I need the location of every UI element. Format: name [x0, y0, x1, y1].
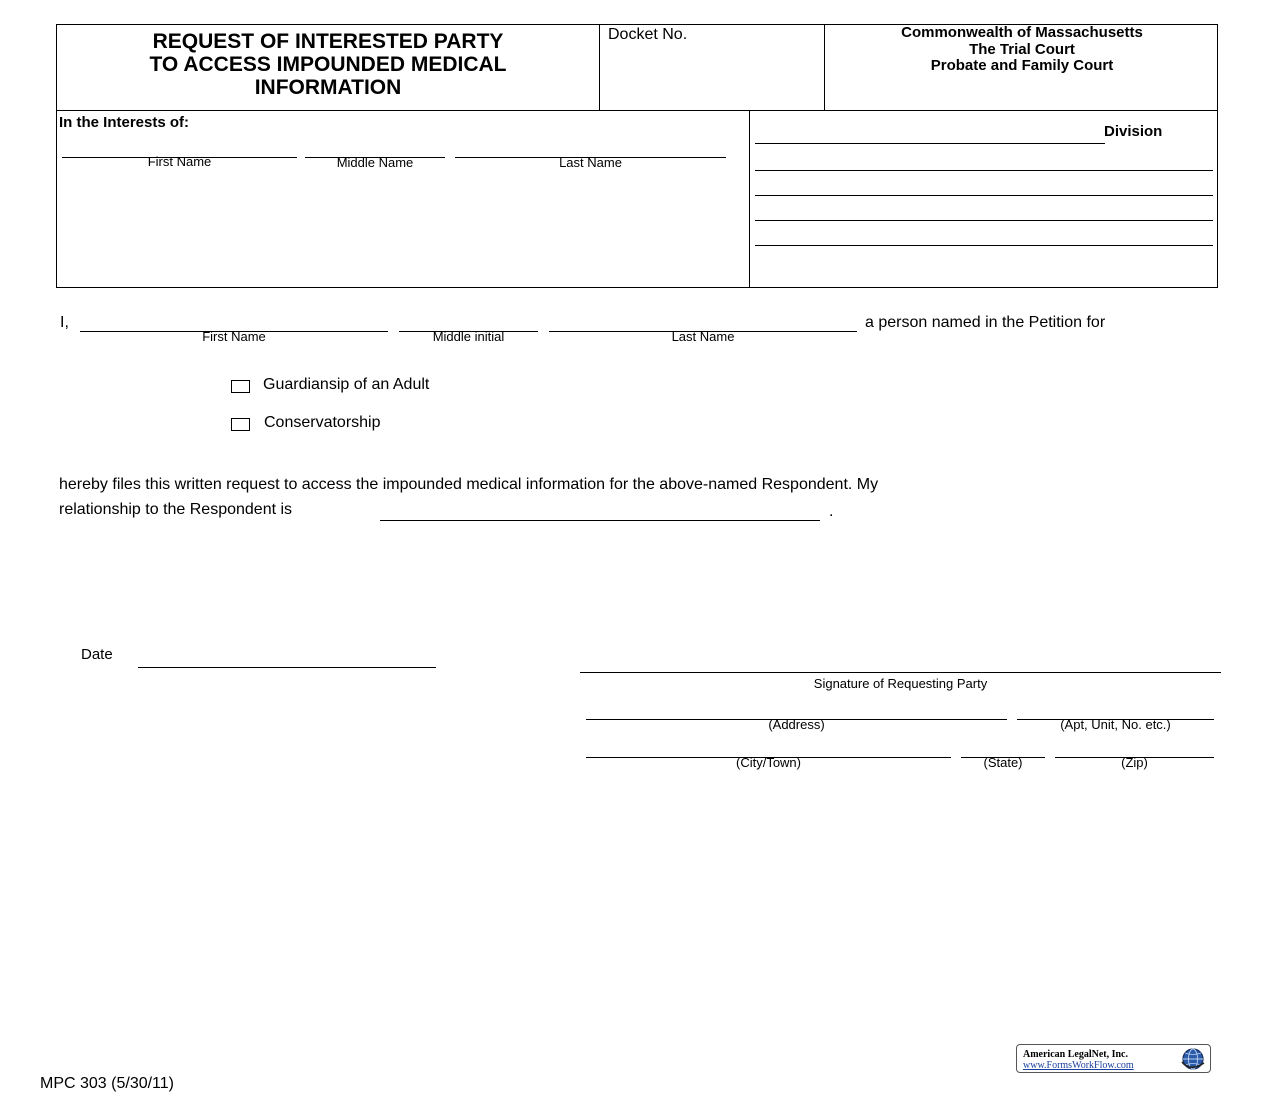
request-statement: hereby files this written request to access the impounded medical information for the above-named Respondent. My	[59, 476, 879, 493]
division-field[interactable]	[755, 143, 1105, 144]
header-divider	[824, 24, 825, 111]
relationship-text: relationship to the Respondent is	[59, 501, 293, 518]
petitioner-last-name-label: Last Name	[671, 329, 735, 344]
court-name-line: The Trial Court	[969, 40, 1075, 58]
form-title	[56, 30, 600, 99]
logo-url-link[interactable]: www.FormsWorkFlow.com	[1023, 1060, 1134, 1071]
address-label: (Address)	[768, 717, 825, 732]
interests-box	[56, 110, 1218, 288]
division-label: Division	[1104, 123, 1163, 140]
date-field[interactable]	[138, 667, 436, 668]
docket-label: Docket No.	[608, 26, 688, 43]
apt-label: (Apt, Unit, No. etc.)	[1060, 717, 1171, 732]
division-address-line[interactable]	[755, 170, 1213, 171]
petitioner-middle-initial-label: Middle initial	[432, 329, 505, 344]
docket-number-field[interactable]	[610, 48, 818, 104]
signature-field[interactable]	[580, 672, 1221, 673]
court-name	[826, 25, 1218, 75]
state-label: (State)	[983, 755, 1023, 770]
respondent-first-name-label: First Name	[147, 154, 212, 169]
form-id: MPC 303 (5/30/11)	[40, 1075, 174, 1092]
header-divider	[599, 24, 600, 111]
conservatorship-checkbox[interactable]	[231, 418, 250, 431]
relationship-field[interactable]	[380, 520, 820, 521]
relationship-period: .	[829, 503, 834, 520]
logo-company-name: American LegalNet, Inc.	[1023, 1049, 1128, 1060]
division-address-line[interactable]	[755, 195, 1213, 196]
guardianship-checkbox[interactable]	[231, 380, 250, 393]
petitioner-first-name-label: First Name	[202, 329, 266, 344]
city-label: (City/Town)	[735, 755, 801, 770]
conservatorship-label: Conservatorship	[264, 414, 381, 431]
respondent-last-name-label: Last Name	[559, 155, 622, 170]
court-name-line: Commonwealth of Massachusetts	[901, 24, 1143, 41]
interests-heading: In the Interests of:	[59, 114, 190, 131]
court-name-line: Probate and Family Court	[930, 57, 1114, 74]
zip-label: (Zip)	[1121, 755, 1148, 770]
form-title-line: REQUEST OF INTERESTED PARTY	[152, 30, 504, 53]
division-address-line[interactable]	[755, 245, 1213, 246]
petition-text: a person named in the Petition for	[865, 314, 1106, 331]
legalnet-logo[interactable]	[1016, 1044, 1211, 1073]
date-label: Date	[81, 646, 113, 663]
interests-divider	[749, 110, 750, 288]
respondent-middle-name-label: Middle Name	[336, 155, 414, 170]
division-address-line[interactable]	[755, 220, 1213, 221]
form-title-line: TO ACCESS IMPOUNDED MEDICAL	[149, 53, 507, 76]
form-title-line: INFORMATION	[254, 76, 402, 99]
petitioner-intro: I,	[60, 314, 69, 331]
globe-icon	[1180, 1047, 1206, 1071]
signature-label: Signature of Requesting Party	[813, 676, 988, 691]
guardianship-label: Guardiansip of an Adult	[263, 376, 430, 393]
